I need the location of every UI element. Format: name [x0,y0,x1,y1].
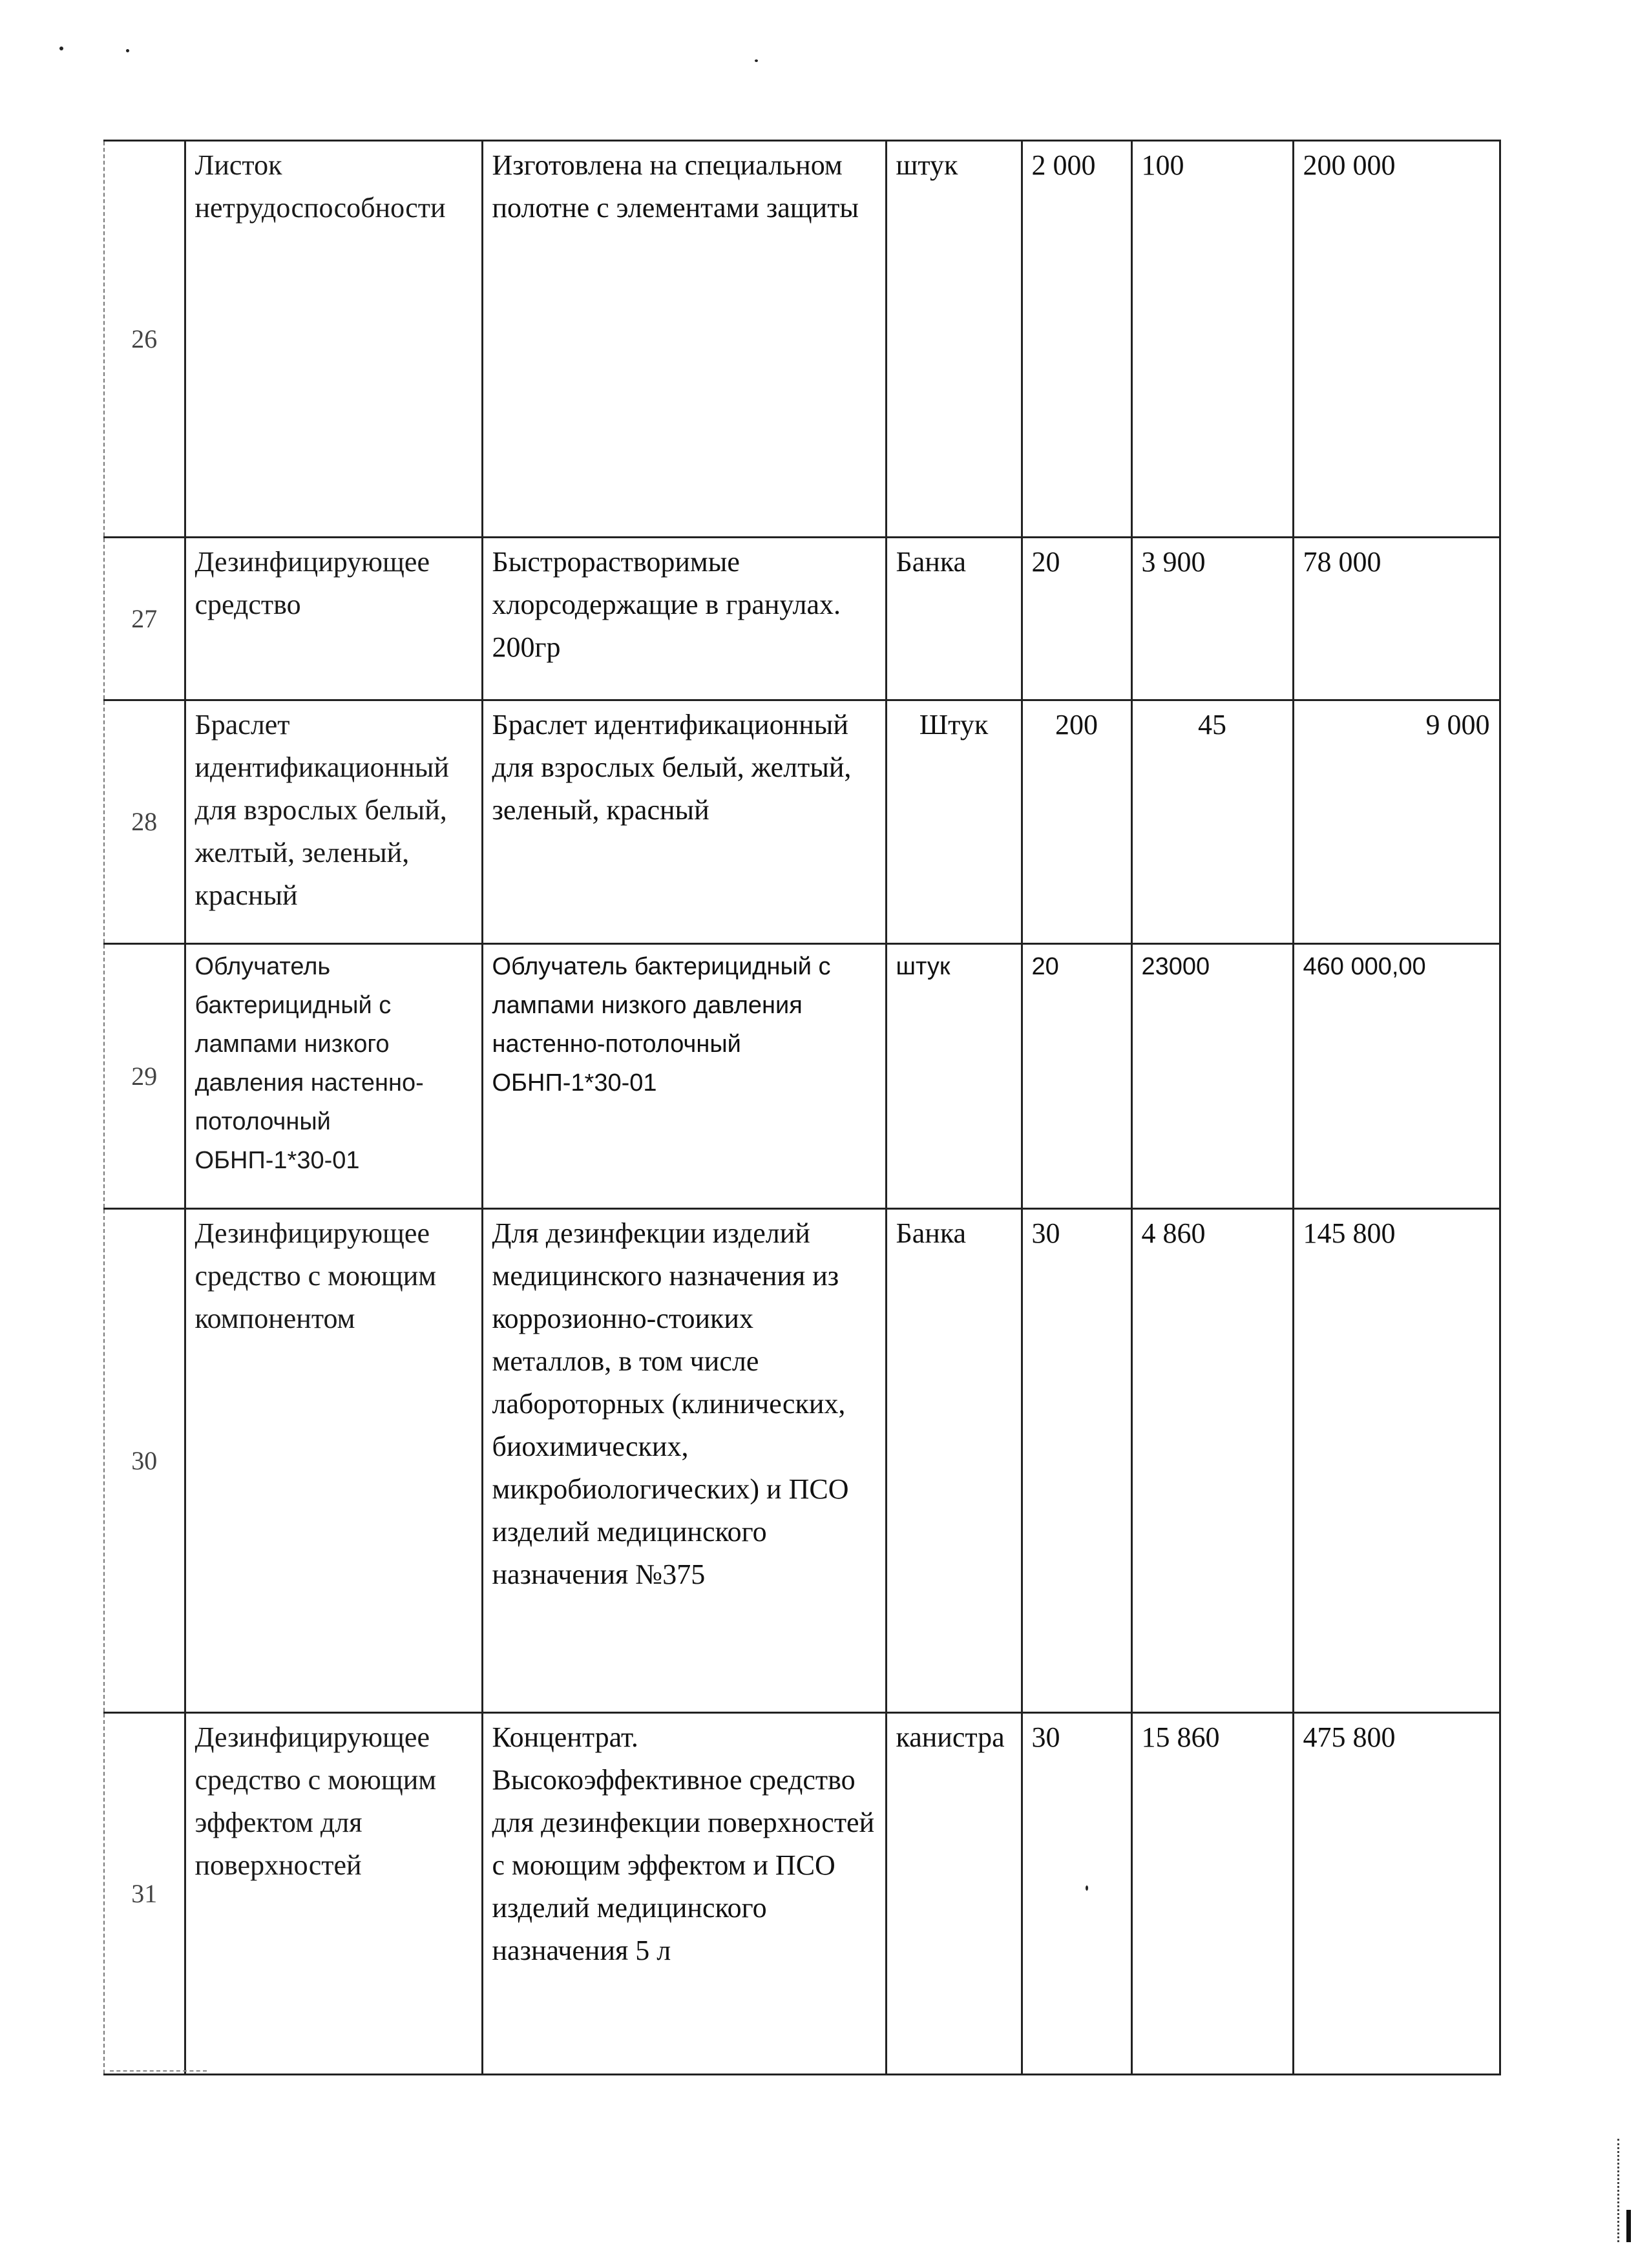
item-unit: Банка [886,538,1022,700]
item-price: 3 900 [1131,538,1293,700]
row-number: 31 [104,1713,185,2075]
table-row [104,1209,1500,1713]
item-price: 45 [1131,700,1293,944]
item-unit: штук [886,141,1022,538]
table-row [104,944,1500,1209]
item-quantity: 30 [1022,1209,1131,1713]
item-unit: Штук [886,700,1022,944]
scan-speck [755,59,758,62]
table-row [104,538,1500,700]
item-description: Браслет идентификационный для взрослых белый, желтый, зеленый, красный [482,700,886,944]
item-price: 23000 [1131,944,1293,1209]
item-price: 4 860 [1131,1209,1293,1713]
item-name: Облучатель бактерицидный с лампами низкого давления настенно-потолочный ОБНП-1*30-01 [185,944,482,1209]
item-quantity: 2 000 [1022,141,1131,538]
item-sum: 78 000 [1293,538,1500,700]
scan-edge-mark [1626,2210,1631,2242]
item-description: Концентрат. Высокоэффективное средство для дезинфекции поверхностей с моющим эффектом и ПСО изделий медицинского назначения 5 л [482,1713,886,2075]
item-description: Быстрорастворимые хлорсодержащие в гранулах. 200гр [482,538,886,700]
item-name: Дезинфицирующее средство с моющим эффектом для поверхностей [185,1713,482,2075]
item-sum: 9 000 [1293,700,1500,944]
item-quantity: 200 [1022,700,1131,944]
item-description: Изготовлена на специальном полотне с элементами защиты [482,141,886,538]
item-price: 100 [1131,141,1293,538]
row-number: 29 [104,944,185,1209]
table-row [104,141,1500,538]
item-name: Браслет идентификационный для взрослых белый, желтый, зеленый, красный [185,700,482,944]
scan-edge-mark [1617,2139,1624,2242]
item-price: 15 860 [1131,1713,1293,2075]
item-unit: канистра [886,1713,1022,2075]
item-unit: штук [886,944,1022,1209]
row-number: 26 [104,141,185,538]
item-sum: 460 000,00 [1293,944,1500,1209]
item-quantity: 20 [1022,538,1131,700]
item-sum: 475 800 [1293,1713,1500,2075]
row-number: 30 [104,1209,185,1713]
scan-speck [126,49,129,52]
item-name: Дезинфицирующее средство с моющим компонентом [185,1209,482,1713]
row-number: 27 [104,538,185,700]
item-description: Для дезинфекции изделий медицинского назначения из коррозионно-стоиких металлов, в том числе лабороторных (клинических, биохимических, микробиологических) и ПСО изделий медицинского назначения №375 [482,1209,886,1713]
item-quantity: 30 [1022,1713,1131,2075]
item-sum: 145 800 [1293,1209,1500,1713]
table-row [104,1713,1500,2075]
item-name: Дезинфицирующее средство [185,538,482,700]
scan-edge-line [110,2070,207,2072]
item-quantity: 20 [1022,944,1131,1209]
scan-speck [59,47,63,50]
items-table [103,140,1501,2075]
item-sum: 200 000 [1293,141,1500,538]
row-number: 28 [104,700,185,944]
item-description: Облучатель бактерицидный с лампами низкого давления настенно-потолочный ОБНП-1*30-01 [482,944,886,1209]
item-unit: Банка [886,1209,1022,1713]
table-row [104,700,1500,944]
item-name: Листок нетрудоспособности [185,141,482,538]
